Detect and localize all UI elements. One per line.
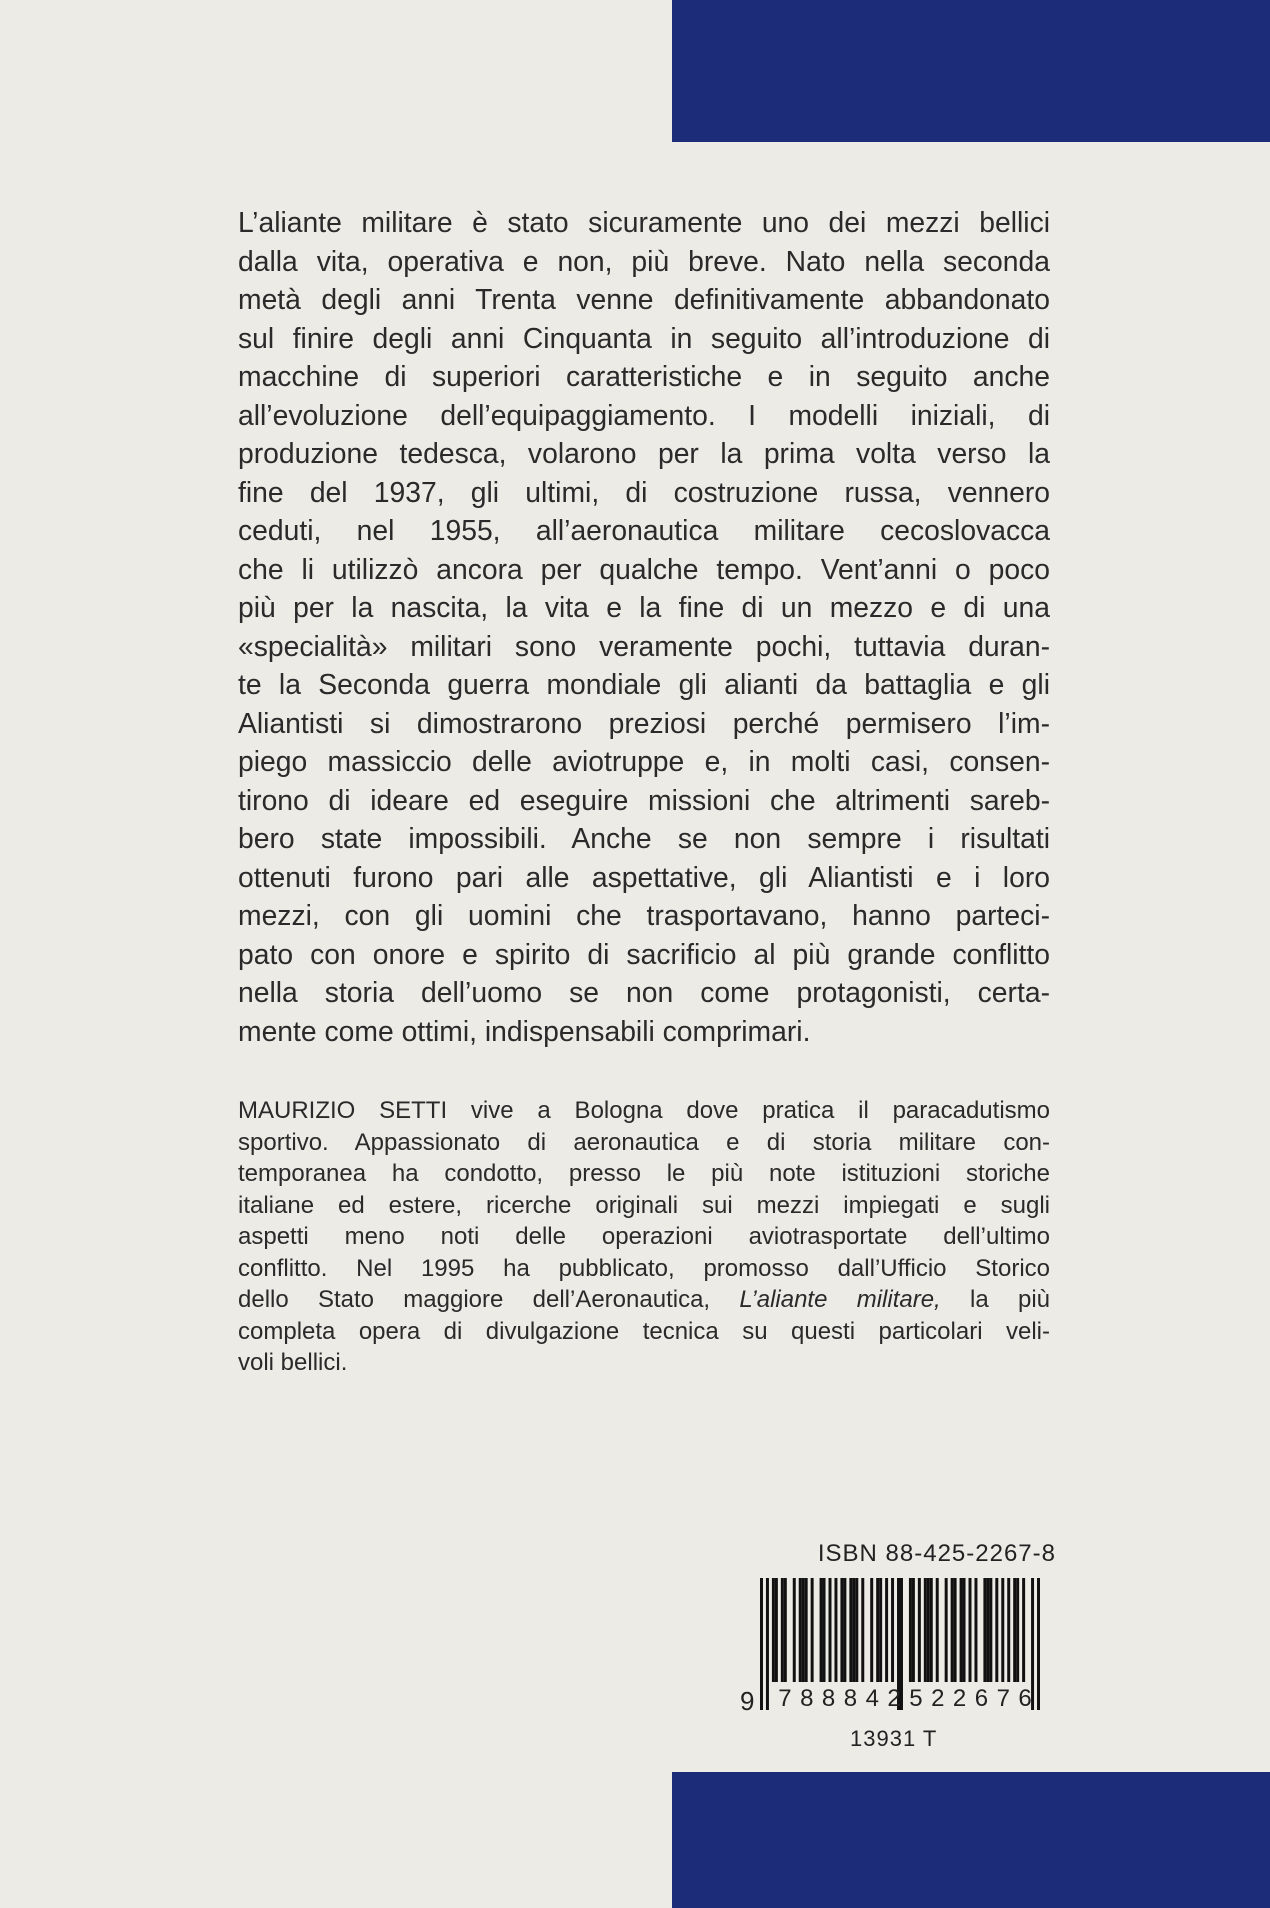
bio-line: voli bellici. bbox=[238, 1349, 348, 1376]
barcode-bar bbox=[936, 1578, 939, 1682]
barcode-bar bbox=[945, 1578, 948, 1682]
barcode-bar bbox=[879, 1578, 882, 1682]
barcode-bar bbox=[766, 1578, 769, 1710]
barcode-digit: 5 bbox=[909, 1685, 923, 1710]
barcode-bar bbox=[784, 1578, 787, 1682]
barcode-bar bbox=[930, 1578, 933, 1682]
blurb-line: pato con onore e spirito di sacrificio al più grande conflitto bbox=[238, 937, 1050, 970]
barcode-bar bbox=[954, 1578, 957, 1682]
barcode-bar bbox=[918, 1578, 921, 1682]
barcode-bar bbox=[885, 1578, 888, 1682]
barcode-digit: 8 bbox=[843, 1685, 858, 1710]
blurb-line: mente come ottimi, indispensabili comprimari. bbox=[238, 1014, 811, 1047]
bio-line: MAURIZIO SETTI vive a Bologna dove pratica il paracadutismo bbox=[238, 1097, 1050, 1124]
barcode-bar bbox=[775, 1578, 778, 1682]
bio-line-with-title bbox=[238, 1284, 1050, 1316]
blurb-line: piego massiccio delle aviotruppe e, in molti casi, consen- bbox=[238, 745, 1050, 777]
barcode-bar bbox=[912, 1578, 915, 1682]
barcode-bar bbox=[983, 1578, 986, 1682]
barcode-digit: 6 bbox=[974, 1685, 989, 1710]
barcode-bar bbox=[811, 1578, 814, 1682]
barcode-bar bbox=[909, 1578, 912, 1682]
barcode-bar bbox=[870, 1578, 873, 1682]
barcode-bar bbox=[951, 1578, 954, 1682]
barcode-bar bbox=[843, 1578, 846, 1682]
barcode-bar bbox=[840, 1578, 843, 1682]
barcode-bar bbox=[1007, 1578, 1010, 1682]
barcode-bar bbox=[924, 1578, 927, 1682]
barcode-bar bbox=[829, 1578, 832, 1682]
barcode-bar bbox=[876, 1578, 879, 1682]
blurb-line: macchine di superiori caratteristiche e in seguito anche bbox=[238, 360, 1050, 392]
blurb-line: ottenuti furono pari alle aspettative, gli Aliantisti e i loro bbox=[238, 860, 1050, 893]
barcode-bar bbox=[799, 1578, 802, 1682]
barcode-bar bbox=[805, 1578, 808, 1682]
barcode-bar bbox=[969, 1578, 972, 1682]
barcode-bar bbox=[1013, 1578, 1016, 1682]
book-title: L’aliante militare, bbox=[739, 1286, 941, 1313]
blurb-line: all’evoluzione dell’equipaggiamento. I modelli iniziali, di bbox=[238, 398, 1050, 431]
barcode-bar bbox=[986, 1578, 989, 1682]
bio-line: completa opera di divulgazione tecnica su questi particolari veli- bbox=[238, 1317, 1050, 1345]
blurb-line: dalla vita, operativa e non, più breve. Nato nella seconda bbox=[238, 244, 1050, 277]
barcode-bar bbox=[1037, 1578, 1040, 1710]
barcode-bar bbox=[823, 1578, 826, 1682]
barcode-bar bbox=[861, 1578, 864, 1682]
isbn-label: ISBN 88-425-2267-8 bbox=[817, 1540, 1056, 1567]
bio-line: temporanea ha condotto, presso le più note istituzioni storiche bbox=[238, 1160, 1050, 1187]
barcode-digit: 6 bbox=[1018, 1685, 1032, 1710]
barcode-bar bbox=[802, 1578, 805, 1682]
barcode-bar bbox=[855, 1578, 858, 1682]
barcode-digit: 2 bbox=[931, 1685, 945, 1710]
blurb-line: fine del 1937, gli ultimi, di costruzione russa, vennero bbox=[238, 475, 1050, 508]
bio-line: sportivo. Appassionato di aeronautica e di storia militare con- bbox=[238, 1128, 1050, 1156]
bio-line7-before: dello Stato maggiore dell’Aeronautica, bbox=[238, 1286, 740, 1313]
barcode-bar bbox=[849, 1578, 852, 1682]
barcode-digit: 2 bbox=[887, 1685, 901, 1710]
blurb-line: nella storia dell’uomo se non come protagonisti, certa- bbox=[238, 976, 1050, 1008]
blurb-line: sul finire degli anni Cinquanta in seguito all’introduzione di bbox=[238, 321, 1050, 354]
author-bio bbox=[238, 1095, 1050, 1379]
barcode-digit: 7 bbox=[778, 1685, 792, 1710]
barcode-bar bbox=[760, 1578, 763, 1710]
blurb-line: bero state impossibili. Anche se non sempre i risultati bbox=[238, 822, 1050, 854]
barcode bbox=[760, 1578, 1040, 1710]
barcode-bar bbox=[974, 1578, 977, 1682]
isbn-barcode-block bbox=[740, 1540, 1056, 1752]
blurb-line: mezzi, con gli uomini che trasportavano, hanno parteci- bbox=[238, 899, 1050, 931]
barcode-bar bbox=[891, 1578, 894, 1682]
blurb-line: produzione tedesca, volarono per la prima volta verso la bbox=[238, 437, 1050, 469]
barcode-bar bbox=[989, 1578, 992, 1682]
barcode-bar bbox=[852, 1578, 855, 1682]
blurb-line: tirono di ideare ed eseguire missioni che altrimenti sareb- bbox=[238, 783, 1050, 816]
blurb-line: che li utilizzò ancora per qualche tempo. Vent’anni o poco bbox=[238, 552, 1050, 585]
barcode-digit: 8 bbox=[821, 1685, 836, 1710]
barcode-first-digit: 9 bbox=[740, 1686, 755, 1716]
bio-line: conflitto. Nel 1995 ha pubblicato, promosso dall’Ufficio Storico bbox=[238, 1254, 1050, 1282]
barcode-bar bbox=[995, 1578, 998, 1682]
barcode-bar bbox=[781, 1578, 784, 1682]
barcode-bar bbox=[793, 1578, 796, 1682]
bio-line: aspetti meno noti delle operazioni aviotrasportate dell’ultimo bbox=[238, 1223, 1050, 1250]
barcode-bar bbox=[1016, 1578, 1019, 1682]
blurb-line: «specialità» militari sono veramente pochi, tuttavia duran- bbox=[238, 629, 1050, 662]
barcode-digit: 4 bbox=[865, 1685, 879, 1710]
bio-line: italiane ed estere, ricerche originali sui mezzi impiegati e sugli bbox=[238, 1191, 1050, 1219]
barcode-digit: 7 bbox=[996, 1685, 1010, 1710]
barcode-bar bbox=[927, 1578, 930, 1682]
blurb-line: te la Seconda guerra mondiale gli alianti da battaglia e gli bbox=[238, 668, 1050, 700]
barcode-bar bbox=[772, 1578, 775, 1682]
bio-line7-after: la più bbox=[940, 1286, 1050, 1313]
barcode-bar bbox=[820, 1578, 823, 1682]
bottom-blue-band bbox=[672, 1772, 1270, 1908]
blurb-line: metà degli anni Trenta venne definitivamente abbandonato bbox=[238, 283, 1050, 315]
barcode-bar bbox=[1022, 1578, 1025, 1682]
barcode-bar bbox=[834, 1578, 837, 1682]
top-blue-band bbox=[672, 0, 1270, 142]
blurb-line: L’aliante militare è stato sicuramente uno dei mezzi bellici bbox=[238, 206, 1050, 238]
product-code: 13931 T bbox=[850, 1726, 938, 1751]
barcode-digit: 2 bbox=[952, 1685, 967, 1710]
blurb-line: più per la nascita, la vita e la fine di un mezzo e di una bbox=[238, 591, 1050, 623]
barcode-bar bbox=[963, 1578, 966, 1682]
blurb-text bbox=[238, 203, 1050, 1050]
barcode-digit: 8 bbox=[800, 1685, 814, 1710]
barcode-bar bbox=[1001, 1578, 1004, 1682]
blurb-line: ceduti, nel 1955, all’aeronautica militare cecoslovacca bbox=[238, 514, 1050, 546]
barcode-bar bbox=[960, 1578, 963, 1682]
blurb-line: Aliantisti si dimostrarono preziosi perché permisero l’im- bbox=[238, 706, 1050, 739]
